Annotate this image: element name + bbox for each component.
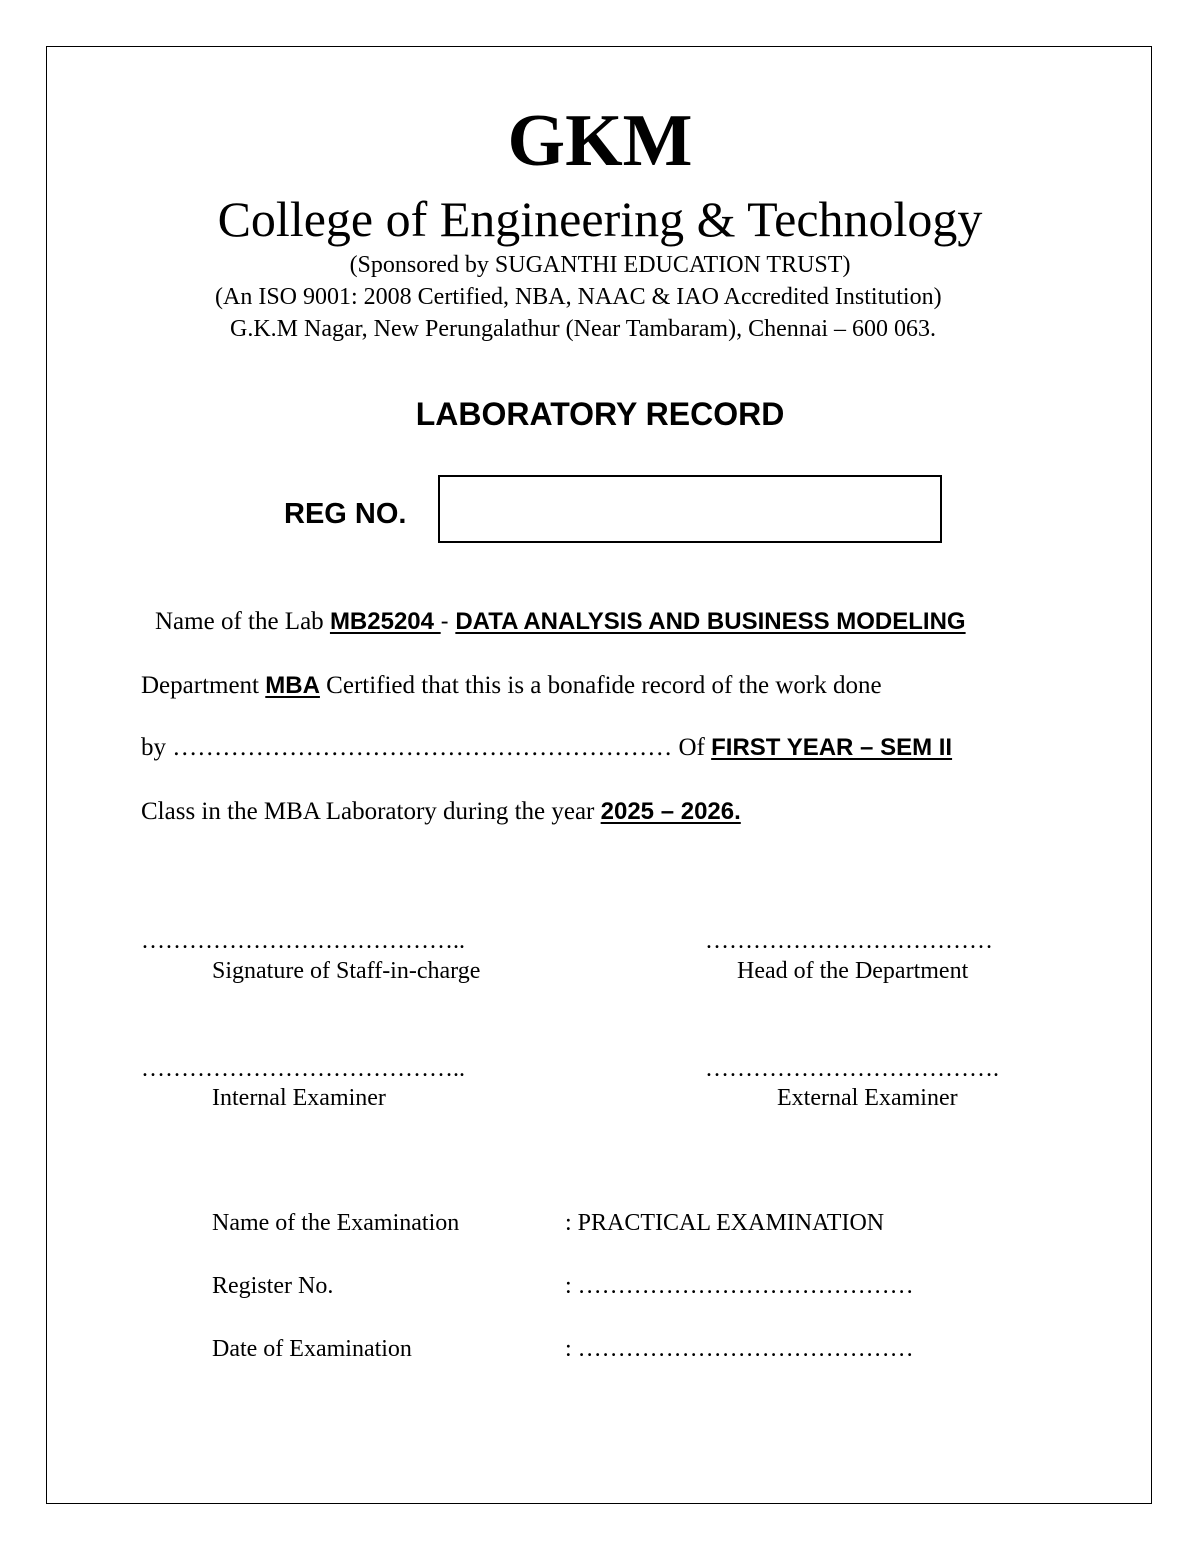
academic-year: 2025 – 2026. xyxy=(600,798,741,825)
register-no-value: : …………………………………… xyxy=(565,1273,914,1299)
lab-code: MB25204 xyxy=(329,608,441,635)
address-line: G.K.M Nagar, New Perungalathur (Near Tambaram), Chennai – 600 063. xyxy=(230,316,937,342)
dept-name: MBA xyxy=(265,672,320,699)
class-prefix: Class in the MBA Laboratory during the year xyxy=(141,798,601,825)
external-examiner-label: External Examiner xyxy=(777,1085,958,1111)
year-class: FIRST YEAR – SEM II xyxy=(711,734,953,761)
by-line xyxy=(141,734,952,762)
college-full-name: College of Engineering & Technology xyxy=(217,191,983,247)
staff-signature-label: Signature of Staff-in-charge xyxy=(212,958,481,984)
class-line xyxy=(141,798,741,826)
record-title: LABORATORY RECORD xyxy=(415,396,785,432)
by-text: by …………………………………………………… Of xyxy=(141,734,712,761)
register-no-label: Register No. xyxy=(212,1273,334,1299)
sponsor-line: (Sponsored by SUGANTHI EDUCATION TRUST) xyxy=(349,252,851,278)
exam-date-label: Date of Examination xyxy=(212,1336,412,1362)
staff-signature-dots: ………………………………….. xyxy=(141,928,465,954)
lab-name: DATA ANALYSIS AND BUSINESS MODELING xyxy=(455,608,966,635)
reg-no-box[interactable] xyxy=(438,475,942,543)
hod-signature-dots: ……………………………… xyxy=(705,928,993,954)
exam-name-value: : PRACTICAL EXAMINATION xyxy=(565,1210,885,1236)
accreditation-line: (An ISO 9001: 2008 Certified, NBA, NAAC & IAO Accredited Institution) xyxy=(215,284,942,310)
lab-prefix: Name of the Lab xyxy=(155,608,330,635)
reg-no-label: REG NO. xyxy=(284,498,407,530)
lab-name-line xyxy=(155,608,966,636)
internal-examiner-dots: ………………………………….. xyxy=(141,1056,465,1082)
internal-examiner-label: Internal Examiner xyxy=(212,1085,386,1111)
department-line xyxy=(141,672,882,700)
hod-signature-label: Head of the Department xyxy=(737,958,969,984)
dept-prefix: Department xyxy=(141,672,266,699)
dept-suffix: Certified that this is a bonafide record of the work done xyxy=(319,672,882,699)
exam-name-label: Name of the Examination xyxy=(212,1210,460,1236)
college-short-name: GKM xyxy=(507,100,693,182)
lab-separator: - xyxy=(440,608,456,635)
exam-date-value: : …………………………………… xyxy=(565,1336,914,1362)
external-examiner-dots: ………………………………. xyxy=(705,1056,999,1082)
